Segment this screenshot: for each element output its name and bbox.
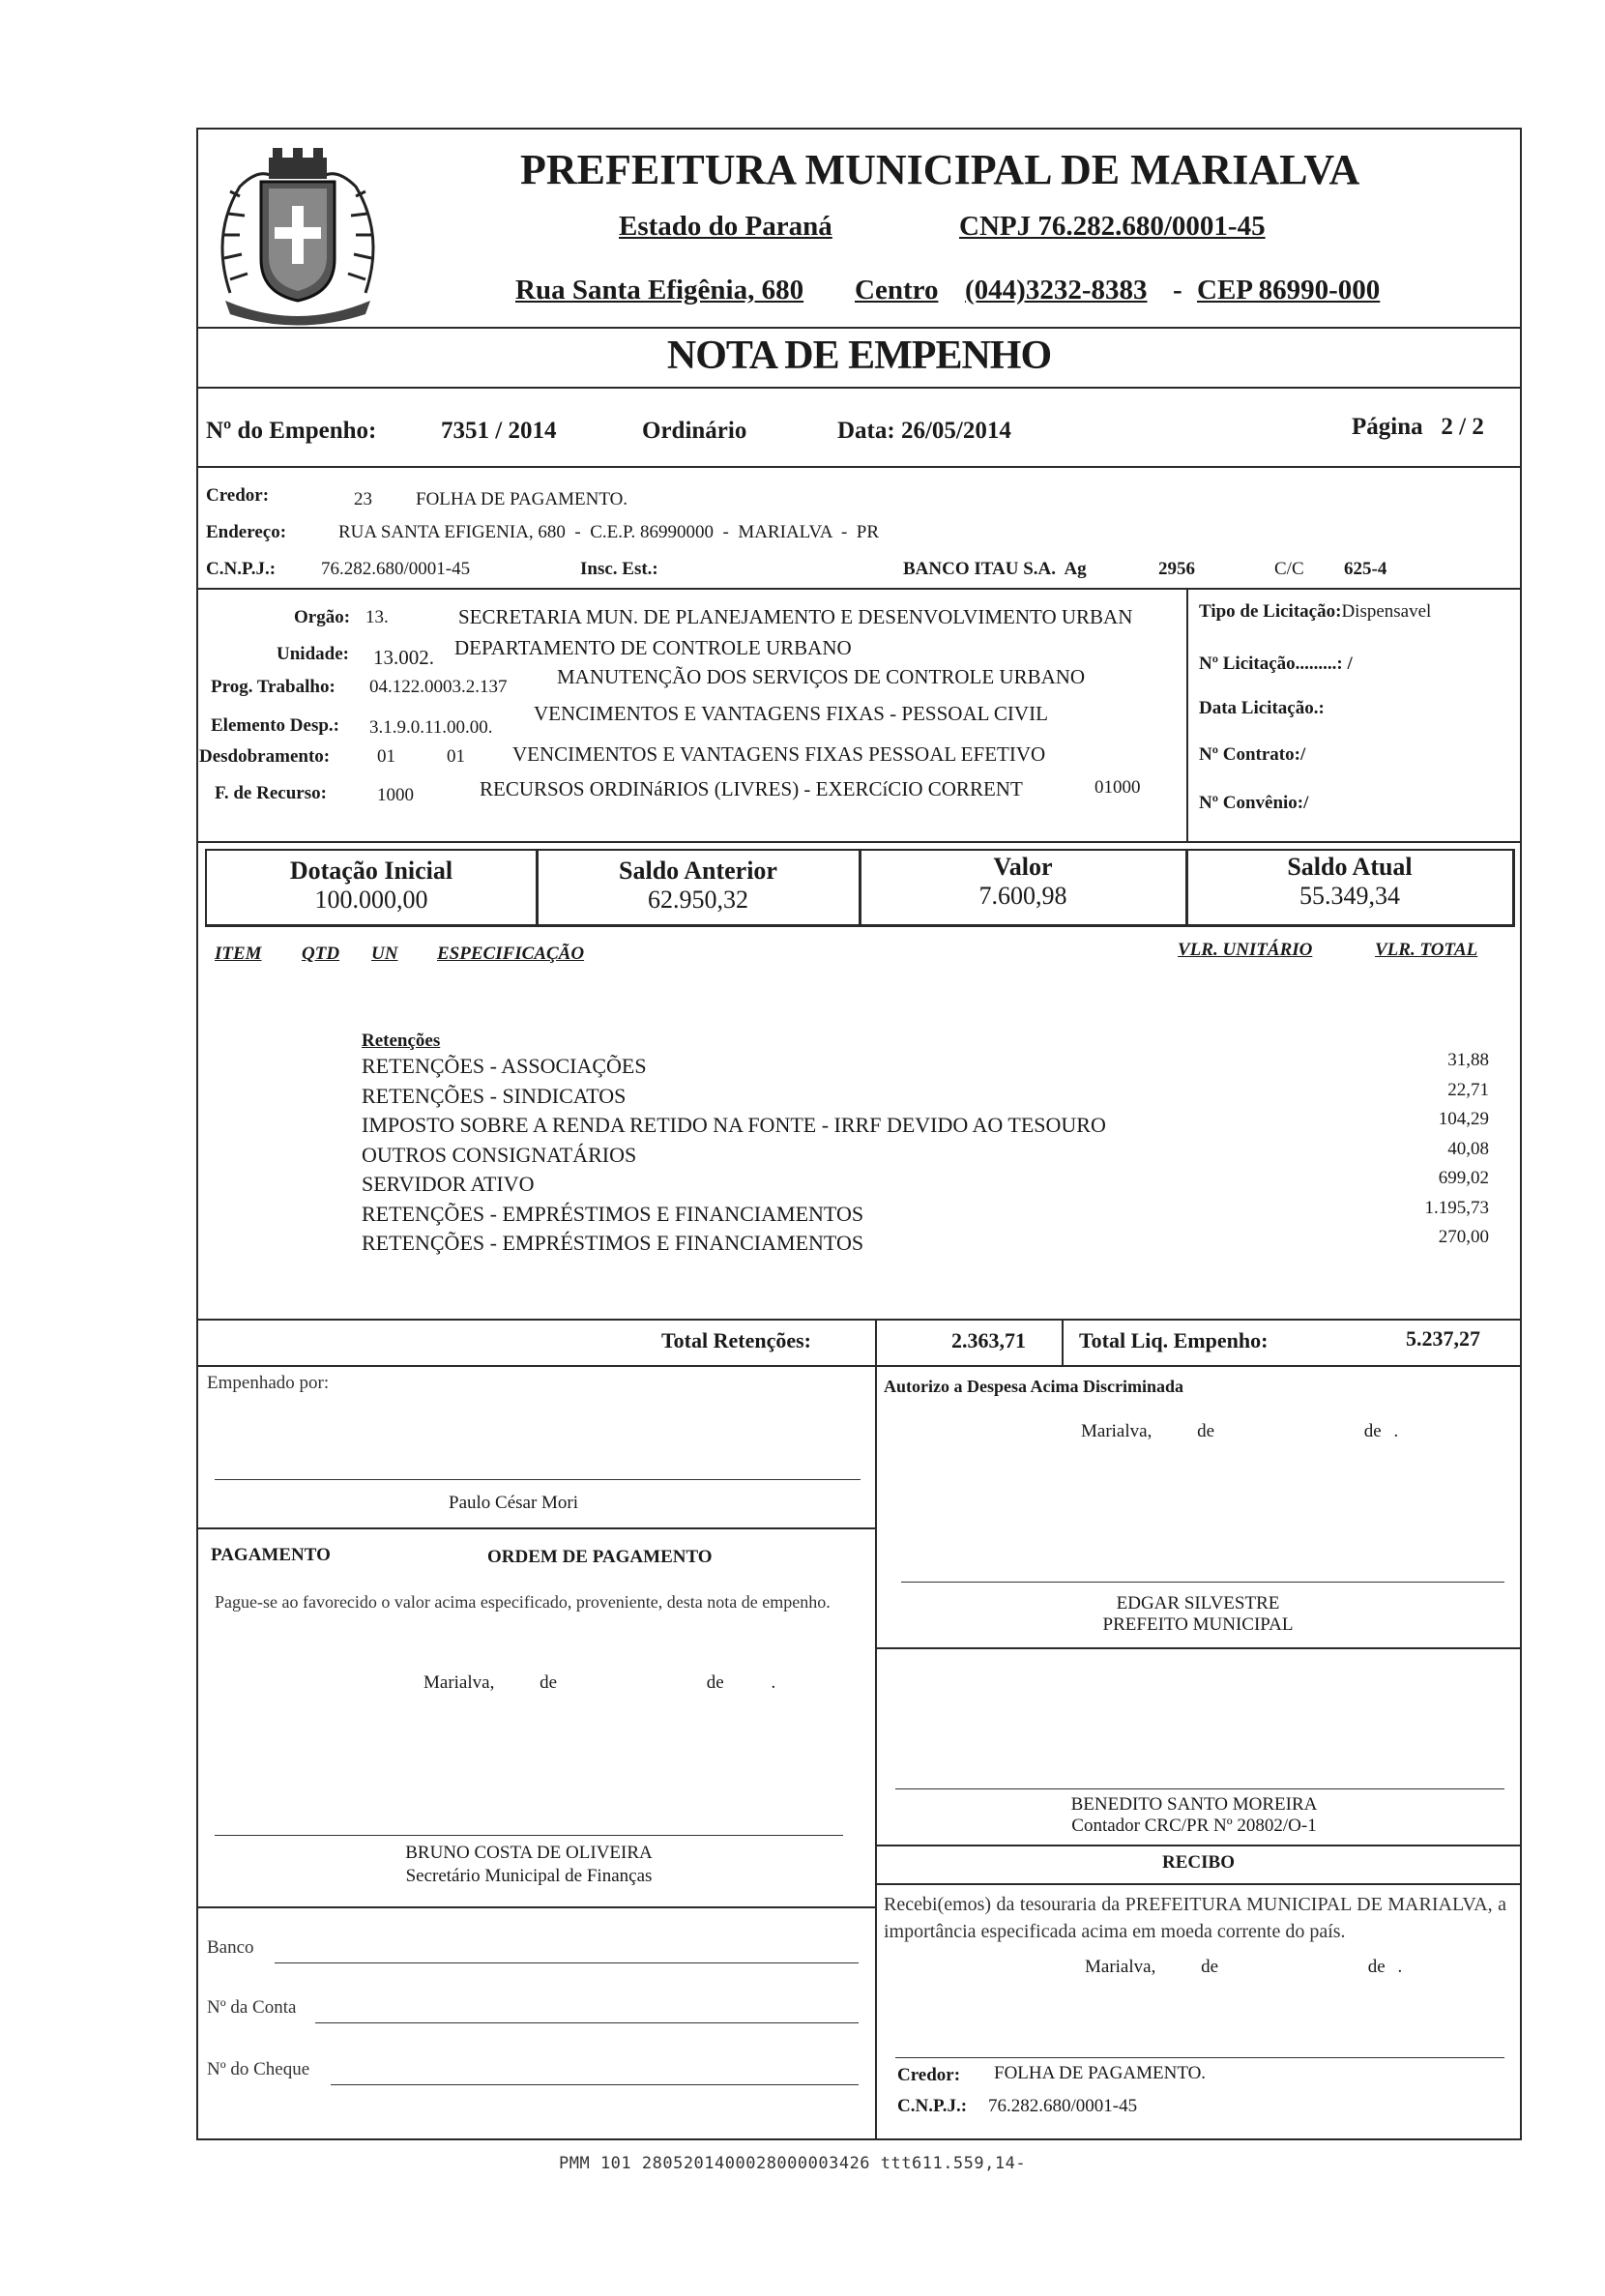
list-item (362, 1138, 1489, 1171)
desd-name: VENCIMENTOS E VANTAGENS FIXAS PESSOAL EFETIVO (512, 742, 1046, 766)
header-cnpj: CNPJ 76.282.680/0001-45 (959, 211, 1266, 242)
empenho-label: Nº do Empenho: (206, 418, 377, 444)
orgao-code: 13. (365, 607, 389, 627)
licitacao-type-value: Dispensavel (1341, 601, 1432, 622)
balance-value: 100.000,00 (314, 886, 428, 914)
marialva-date-text: Marialva, de de . (1081, 1421, 1399, 1441)
prog-name: MANUTENÇÃO DOS SERVIÇOS DE CONTROLE URBANO (557, 665, 1086, 688)
municipality-title: PREFEITURA MUNICIPAL DE MARIALVA (520, 146, 1360, 193)
bruno-signature-title: Secretário Municipal de Finanças (405, 1866, 653, 1886)
address-label: Endereço: (206, 522, 287, 542)
bruno-signature-name: BRUNO COSTA DE OLIVEIRA (405, 1843, 653, 1863)
recibo-heading: RECIBO (1162, 1852, 1235, 1873)
header-dash: - (1173, 275, 1182, 305)
empenho-date: Data: 26/05/2014 (837, 418, 1011, 444)
divider (196, 1319, 1522, 1321)
list-item (362, 1229, 1489, 1259)
balance-value: 55.349,34 (1299, 882, 1400, 910)
balance-box (859, 849, 1188, 927)
credor-name: FOLHA DE PAGAMENTO. (416, 489, 628, 509)
conta-label: Nº da Conta (207, 1997, 297, 2018)
header-cep: CEP 86990-000 (1197, 275, 1381, 305)
balance-row (205, 849, 1514, 924)
divider (196, 1365, 1522, 1367)
bank-agency: 2956 (1158, 559, 1195, 579)
cheque-field-line[interactable] (331, 2084, 859, 2085)
desd-a: 01 (377, 746, 395, 767)
empenho-number: 7351 / 2014 (441, 418, 557, 444)
footer-authentication-code: PMM 101 2805201400028000003426 ttt611.559,14- (559, 2154, 1027, 2173)
unidade-name: DEPARTAMENTO DE CONTROLE URBANO (454, 636, 852, 659)
recibo-credor-label: Credor: (897, 2065, 961, 2085)
bank-name: BANCO ITAU S.A. Ag (903, 559, 1087, 579)
col-qtd: QTD (302, 944, 340, 964)
recibo-credor-name: FOLHA DE PAGAMENTO. (994, 2063, 1207, 2083)
divider (875, 1319, 877, 2138)
balance-label: Valor (993, 853, 1053, 881)
desd-label: Desdobramento: (199, 746, 331, 767)
retencao-value: 270,00 (1438, 1227, 1489, 1247)
col-un: UN (371, 944, 398, 964)
divider (1186, 588, 1188, 841)
header-district: Centro (855, 275, 939, 305)
benedito-signature-title: Contador CRC/PR Nº 20802/O-1 (1071, 1816, 1317, 1836)
divider (196, 1527, 875, 1529)
banco-label: Banco (207, 1937, 254, 1958)
desd-b: 01 (447, 746, 465, 767)
cnpj-label: C.N.P.J.: (206, 559, 277, 579)
prog-code: 04.122.0003.2.137 (369, 677, 508, 697)
conta-field-line[interactable] (315, 2022, 859, 2023)
balance-label: Saldo Anterior (619, 857, 777, 885)
recibo-cnpj-label: C.N.P.J.: (897, 2096, 968, 2116)
balance-value: 62.950,32 (648, 886, 748, 914)
prog-label: Prog. Trabalho: (211, 677, 336, 697)
balance-value: 7.600,98 (978, 882, 1067, 910)
col-unit-value: VLR. UNITÁRIO (1178, 940, 1313, 960)
list-item (362, 1052, 1489, 1082)
convenio-number: Nº Convênio:/ (1199, 793, 1309, 813)
divider (875, 1647, 1522, 1649)
signature-line (215, 1835, 843, 1836)
credor-code: 23 (354, 489, 372, 509)
retencao-value: 104,29 (1438, 1109, 1489, 1129)
retencao-desc: IMPOSTO SOBRE A RENDA RETIDO NA FONTE - IRRF DEVIDO AO TESOURO (362, 1113, 1106, 1137)
divider (196, 466, 1522, 468)
orgao-name: SECRETARIA MUN. DE PLANEJAMENTO E DESENVOLVIMENTO URBAN (458, 605, 1133, 628)
cheque-label: Nº do Cheque (207, 2059, 310, 2079)
balance-box (1185, 849, 1515, 927)
unidade-label: Unidade: (277, 644, 349, 664)
balance-box (205, 849, 539, 927)
retencao-desc: RETENÇÕES - EMPRÉSTIMOS E FINANCIAMENTOS (362, 1231, 864, 1255)
cc-label: C/C (1274, 559, 1304, 579)
licitacao-number: Nº Licitação.........: / (1199, 654, 1353, 674)
pague-se-text: Pague-se ao favorecido o valor acima especificado, proveniente, desta nota de empenho. (215, 1592, 831, 1612)
divider (196, 841, 1522, 843)
list-item (362, 1197, 1489, 1230)
retencoes-list (362, 1052, 1489, 1259)
contract-number: Nº Contrato:/ (1199, 744, 1306, 765)
retencao-value: 31,88 (1447, 1050, 1489, 1070)
licitacao-type-label: Tipo de Licitação:Dispensavel (1199, 601, 1432, 622)
divider (1062, 1319, 1064, 1365)
divider (196, 387, 1522, 389)
recurso-label: F. de Recurso: (215, 783, 327, 803)
credor-label: Credor: (206, 485, 270, 506)
orgao-label: Orgão: (294, 607, 351, 627)
state-name: Estado do Paraná (619, 211, 832, 242)
retencao-desc: RETENÇÕES - EMPRÉSTIMOS E FINANCIAMENTOS (362, 1201, 864, 1226)
list-item (362, 1111, 1489, 1141)
credor-cnpj: 76.282.680/0001-45 (321, 559, 471, 579)
pagamento-label: PAGAMENTO (211, 1545, 331, 1565)
divider (196, 588, 1522, 590)
recibo-text: Recebi(emos) da tesouraria da PREFEITURA MUNICIPAL DE MARIALVA, a importância especificada acima em moeda corrente do país. (884, 1894, 1506, 1942)
cc-number: 625-4 (1344, 559, 1387, 579)
retencao-value: 699,02 (1438, 1168, 1489, 1188)
banco-field-line[interactable] (275, 1962, 859, 1963)
total-retencoes-value: 2.363,71 (951, 1328, 1026, 1352)
retencao-desc: RETENÇÕES - ASSOCIAÇÕES (362, 1054, 647, 1078)
total-liquido-value: 5.237,27 (1406, 1326, 1480, 1351)
empenhado-por-label: Empenhado por: (207, 1373, 330, 1393)
autorizo-label: Autorizo a Despesa Acima Discriminada (884, 1377, 1183, 1396)
credor-address: RUA SANTA EFIGENIA, 680 - C.E.P. 86990000 - MARIALVA - PR (338, 522, 880, 542)
recurso-code: 1000 (377, 785, 414, 805)
document-title: NOTA DE EMPENHO (666, 334, 1052, 378)
signature-line (901, 1582, 1504, 1583)
marialva-date-text: Marialva, de de . (423, 1672, 776, 1693)
recurso-name: RECURSOS ORDINáRIOS (LIVRES) - EXERCíCIO CORRENT (480, 777, 1023, 800)
recibo-cnpj-value: 76.282.680/0001-45 (988, 2096, 1138, 2116)
balance-box (536, 849, 861, 927)
elem-code: 3.1.9.0.11.00.00. (369, 717, 493, 738)
benedito-signature-name: BENEDITO SANTO MOREIRA (1070, 1794, 1318, 1815)
retencoes-heading: Retenções (362, 1031, 441, 1051)
elem-label: Elemento Desp.: (211, 715, 339, 736)
marialva-date-text: Marialva, de de . (1085, 1957, 1403, 1977)
edgar-signature-name: EDGAR SILVESTRE (1116, 1593, 1280, 1613)
divider (196, 327, 1522, 329)
licitacao-date: Data Licitação.: (1199, 698, 1325, 718)
col-especificacao: ESPECIFICAÇÃO (437, 944, 585, 964)
retencao-desc: RETENÇÕES - SINDICATOS (362, 1083, 627, 1108)
empenho-type: Ordinário (642, 418, 747, 444)
elem-name: VENCIMENTOS E VANTAGENS FIXAS - PESSOAL CIVIL (534, 702, 1048, 725)
col-total-value: VLR. TOTAL (1375, 940, 1478, 960)
signature-line (895, 1788, 1504, 1789)
page-number: Página 2 / 2 (1352, 414, 1484, 440)
retencao-desc: SERVIDOR ATIVO (362, 1172, 535, 1196)
retencao-value: 1.195,73 (1424, 1197, 1489, 1218)
total-retencoes-label: Total Retenções: (661, 1328, 811, 1352)
list-item (362, 1079, 1489, 1112)
retencao-desc: OUTROS CONSIGNATÁRIOS (362, 1142, 637, 1167)
total-liquido-label: Total Liq. Empenho: (1079, 1328, 1269, 1352)
col-item: ITEM (215, 944, 262, 964)
signature-line (215, 1479, 861, 1480)
unidade-code: 13.002. (373, 646, 434, 669)
paulo-signature-name: Paulo César Mori (449, 1493, 579, 1513)
retencao-value: 40,08 (1447, 1138, 1489, 1159)
edgar-signature-title: PREFEITO MUNICIPAL (1102, 1614, 1294, 1635)
balance-label: Saldo Atual (1287, 853, 1413, 881)
recurso-number: 01000 (1094, 777, 1141, 798)
signature-line (895, 2057, 1504, 2058)
ordem-pagamento-label: ORDEM DE PAGAMENTO (487, 1547, 713, 1567)
retencao-value: 22,71 (1447, 1079, 1489, 1100)
coat-of-arms-icon (201, 138, 394, 332)
header-phone: (044)3232-8383 (965, 275, 1148, 305)
insc-est-label: Insc. Est.: (580, 559, 658, 579)
divider (196, 1906, 875, 1908)
list-item (362, 1170, 1489, 1200)
balance-label: Dotação Inicial (289, 857, 453, 885)
divider (875, 1845, 1522, 1846)
divider (875, 1883, 1522, 1885)
header-address: Rua Santa Efigênia, 680 (515, 275, 804, 305)
